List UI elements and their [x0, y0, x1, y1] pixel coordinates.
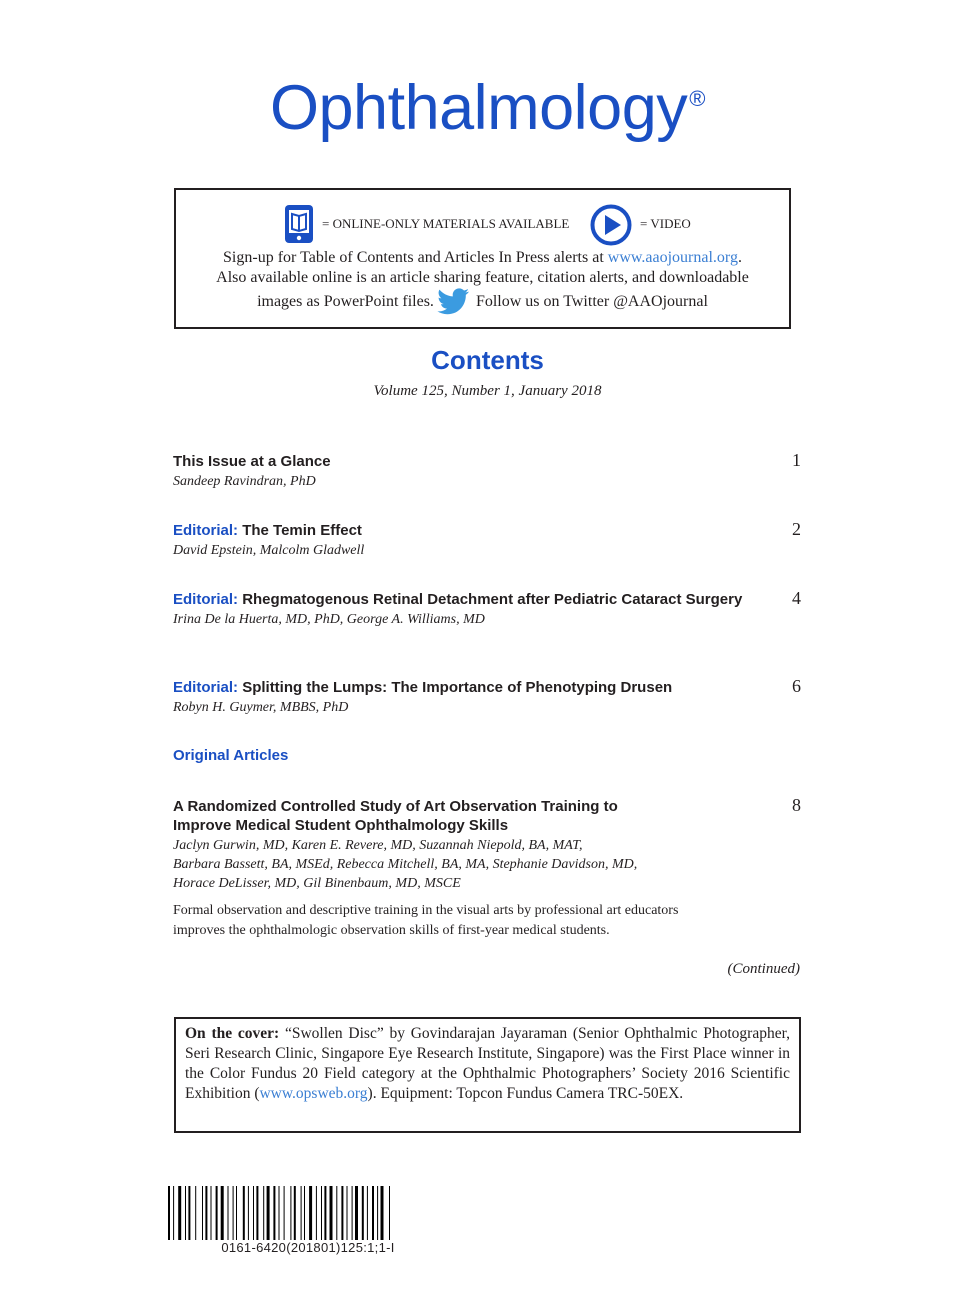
barcode-bar [290, 1186, 291, 1240]
toc-entry[interactable] [173, 452, 801, 491]
entry-authors: Robyn H. Guymer, MBBS, PhD [173, 700, 349, 715]
registered-mark: ® [689, 86, 705, 111]
entry-page: 8 [792, 795, 801, 815]
barcode-bar [211, 1186, 212, 1240]
barcode-bar [321, 1186, 322, 1240]
entry-summary: Formal observation and descriptive training in the visual arts by professional art educators improves the ophthalmologic observation skills of first-year medical students. [173, 903, 679, 938]
barcode-number: 0161-6420(201801)125:1;1-I [221, 1240, 395, 1255]
entry-authors: Irina De la Huerta, MD, PhD, George A. Williams, MD [173, 612, 485, 627]
tablet-book-icon [284, 204, 314, 244]
barcode-bar [362, 1186, 364, 1240]
entry-title: Editorial: The Temin Effect [173, 522, 362, 539]
barcode-bar [341, 1186, 343, 1240]
alerts-text: Sign-up for Table of Contents and Articles In Press alerts at www.aaojournal.org. Also available online is an article sharing feature, citation alerts, and downloadable images as PowerPoint files. Follow us on Twitter @AAOjournal [176, 248, 789, 316]
aaojournal-link[interactable]: www.aaojournal.org [607, 249, 738, 266]
barcode-bar [347, 1186, 348, 1240]
barcode-bar [367, 1186, 368, 1240]
barcode-bar [248, 1186, 249, 1240]
barcode-bar [304, 1186, 305, 1240]
cover-description-box: On the cover: “Swollen Disc” by Govindarajan Jayaraman (Senior Ophthalmic Photographer, Seri Research Clinic, Singapore Eye Research Institute, Singapore) was the First Place winner in the Color Fundus 20 Field category at the Ophthalmic Photographers’ Society 2016 Scientific Exhibition (www.opsweb.org). Equipment: Topcon Fundus Camera TRC-50EX. [174, 1017, 801, 1133]
barcode-bar [173, 1186, 174, 1240]
entry-page: 1 [792, 450, 801, 470]
barcode-bar [294, 1186, 296, 1240]
entry-authors: Jaclyn Gurwin, MD, Karen E. Revere, MD, Suzannah Niepold, BA, MAT, Barbara Bassett, BA, MSEd, Rebecca Mitchell, BA, MA, Stephanie Davidson, MD, Horace DeLisser, MD, Gil Binenbaum, MD, MSCE [173, 838, 638, 891]
barcode-bar [185, 1186, 186, 1240]
barcode-bar [309, 1186, 312, 1240]
barcode-bar [216, 1186, 218, 1240]
cover-lead: On the cover: [185, 1025, 280, 1042]
entry-authors: Sandeep Ravindran, PhD [173, 474, 316, 489]
barcode-bar [253, 1186, 254, 1240]
barcode-bar [243, 1186, 245, 1240]
barcode-bar [263, 1186, 264, 1240]
barcode-bar [372, 1186, 374, 1240]
editorial-label: Editorial: [173, 591, 239, 608]
barcode-bar [301, 1186, 302, 1240]
barcode-bar [377, 1186, 378, 1240]
online-materials-legend: = ONLINE-ONLY MATERIALS AVAILABLE [322, 216, 570, 231]
toc-entry-article[interactable] [173, 797, 801, 941]
entry-title: This Issue at a Glance [173, 453, 331, 470]
entry-title: A Randomized Controlled Study of Art Observation Training to Improve Medical Student Ophthalmology Skills [173, 798, 618, 834]
editorial-label: Editorial: [173, 522, 239, 539]
barcode-bar [221, 1186, 224, 1240]
journal-title: Ophthalmology® [270, 73, 705, 143]
toc-entry[interactable] [173, 590, 801, 629]
toc-entry[interactable] [173, 521, 801, 560]
barcode-bar [324, 1186, 326, 1240]
editorial-label: Editorial: [173, 679, 239, 696]
barcode-bar [188, 1186, 190, 1240]
barcode-bar [256, 1186, 258, 1240]
video-legend: = VIDEO [640, 216, 691, 231]
barcode-bar [233, 1186, 234, 1240]
barcode-bar [273, 1186, 275, 1240]
barcode-bar [168, 1186, 170, 1240]
barcode-bar [316, 1186, 317, 1240]
barcode-bar [389, 1186, 390, 1240]
barcode-bar [195, 1186, 196, 1240]
barcode [168, 1186, 448, 1240]
barcode-bar [381, 1186, 384, 1240]
barcode-bar [330, 1186, 333, 1240]
entry-page: 4 [792, 588, 801, 608]
entry-authors: David Epstein, Malcolm Gladwell [173, 543, 365, 558]
twitter-bird-icon [436, 288, 470, 316]
contents-heading: Contents [431, 345, 544, 375]
entry-page: 6 [792, 676, 801, 696]
barcode-bar [236, 1186, 237, 1240]
info-box [174, 188, 791, 329]
entry-page: 2 [792, 519, 801, 539]
continued-note: (Continued) [727, 961, 800, 977]
barcode-bar [205, 1186, 207, 1240]
opsweb-link[interactable]: www.opsweb.org [259, 1085, 368, 1102]
video-play-icon [590, 204, 632, 246]
barcode-bar [336, 1186, 337, 1240]
barcode-bar [355, 1186, 358, 1240]
original-articles-heading: Original Articles [173, 747, 289, 764]
barcode-bar [267, 1186, 270, 1240]
barcode-bar [228, 1186, 229, 1240]
barcode-bar [279, 1186, 280, 1240]
entry-title: Editorial: Rhegmatogenous Retinal Detachment after Pediatric Cataract Surgery [173, 591, 743, 608]
barcode-bar [352, 1186, 353, 1240]
barcode-bar [202, 1186, 203, 1240]
legend-row [176, 204, 789, 246]
barcode-bar [284, 1186, 285, 1240]
toc-entry[interactable] [173, 678, 801, 717]
barcode-bar [178, 1186, 181, 1240]
entry-title: Editorial: Splitting the Lumps: The Importance of Phenotyping Drusen [173, 679, 673, 696]
volume-line: Volume 125, Number 1, January 2018 [373, 383, 602, 399]
